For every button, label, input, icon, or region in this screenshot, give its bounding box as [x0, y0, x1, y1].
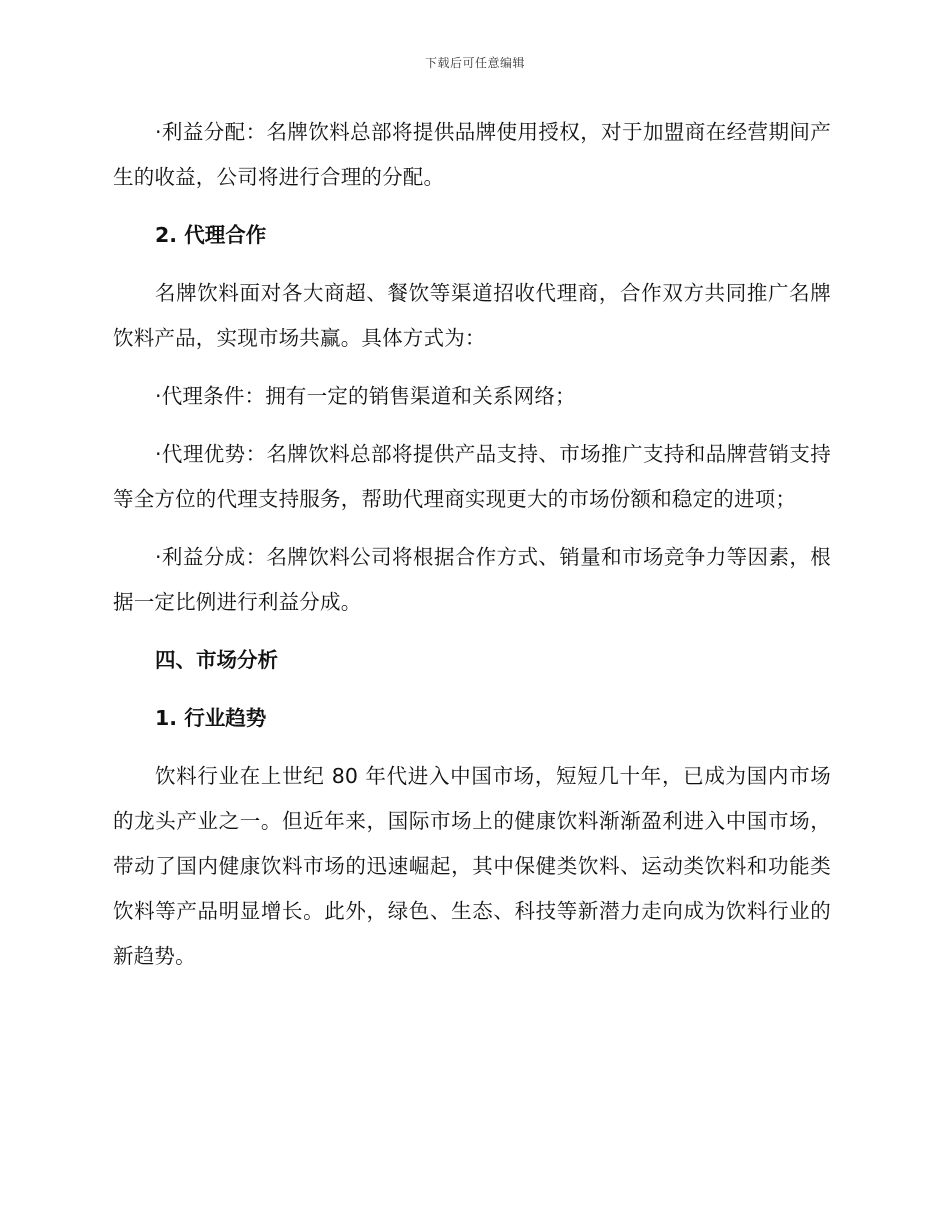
document-body [113, 110, 831, 992]
paragraph-agency-intro: 名牌饮料面对各大商超、餐饮等渠道招收代理商，合作双方共同推广名牌饮料产品，实现市场共赢。具体方式为： [113, 281, 831, 350]
paragraph-agency-advantages: ·代理优势：名牌饮料总部将提供产品支持、市场推广支持和品牌营销支持等全方位的代理支持服务，帮助代理商实现更大的市场份额和稳定的进项； [113, 442, 831, 511]
section-heading-industry-trend: 1. 行业趋势 [155, 706, 267, 730]
chapter-heading-market-analysis: 四、市场分析 [155, 648, 278, 672]
download-note: 下载后可任意编辑 [424, 56, 525, 70]
paragraph-industry-trend: 饮料行业在上世纪 80 年代进入中国市场，短短几十年，已成为国内市场的龙头产业之一。但近年来，国际市场上的健康饮料渐渐盈利进入中国市场，带动了国内健康饮料市场的迅速崛起，其中保健类饮料、运动类饮料和功能类饮料等产品明显增长。此外，绿色、生态、科技等新潜力走向成为饮料行业的新趋势。 [113, 764, 831, 968]
paragraph-profit-sharing: ·利益分成：名牌饮料公司将根据合作方式、销量和市场竞争力等因素，根据一定比例进行利益分成。 [113, 545, 831, 614]
paragraph-agency-conditions: ·代理条件：拥有一定的销售渠道和关系网络； [155, 384, 576, 408]
section-heading-agency-cooperation: 2. 代理合作 [155, 223, 267, 247]
paragraph-profit-distribution: ·利益分配：名牌饮料总部将提供品牌使用授权，对于加盟商在经营期间产生的收益，公司将进行合理的分配。 [113, 120, 831, 189]
